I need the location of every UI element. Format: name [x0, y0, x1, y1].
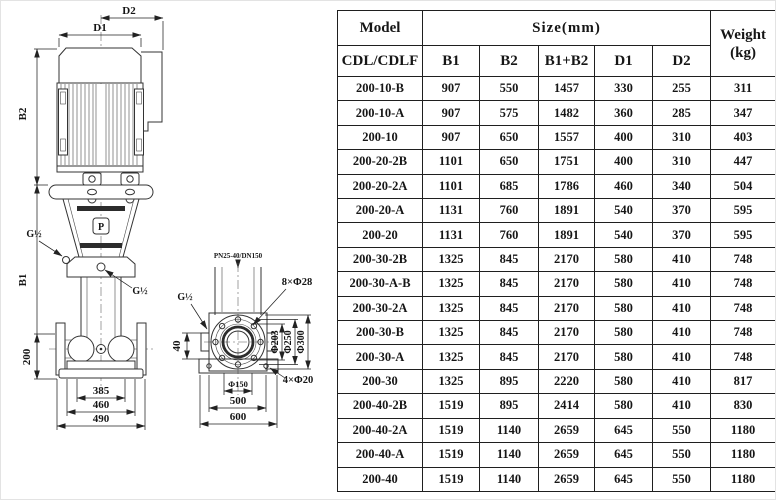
dimension-40 — [171, 333, 201, 359]
value-cell: 2659 — [539, 467, 595, 492]
model-series-header: CDL/CDLF — [338, 46, 423, 77]
port-callout-left — [26, 229, 62, 256]
value-cell: 1101 — [423, 150, 480, 174]
value-cell: 1519 — [423, 443, 480, 467]
model-cell: 200-40-A — [338, 443, 423, 467]
table-row — [338, 443, 776, 467]
weight-label: Weight — [720, 26, 766, 43]
table-row — [338, 467, 776, 492]
value-cell: 580 — [595, 247, 653, 271]
plan-port-callout — [177, 292, 207, 329]
anchor-holes-callout — [270, 368, 313, 386]
dim-label-d2: D2 — [122, 5, 136, 17]
value-cell: 370 — [653, 199, 711, 223]
model-cell: 200-30-B — [338, 321, 423, 345]
front-view — [17, 5, 163, 430]
value-cell: 460 — [595, 174, 653, 198]
value-cell: 1325 — [423, 272, 480, 296]
value-cell: 410 — [653, 296, 711, 320]
value-cell: 748 — [711, 247, 776, 271]
model-cell: 200-10 — [338, 125, 423, 149]
discharge-elbow — [108, 336, 134, 362]
size-header: Size(mm) — [423, 11, 711, 46]
motor-top-cap — [59, 48, 141, 83]
vent-port-left — [63, 257, 70, 264]
value-cell: 550 — [653, 467, 711, 492]
value-cell: 595 — [711, 199, 776, 223]
spec-table — [337, 10, 776, 492]
value-cell: 1482 — [539, 101, 595, 125]
col-header-d1: D1 — [595, 46, 653, 77]
value-cell: 370 — [653, 223, 711, 247]
pump-head — [63, 257, 136, 278]
dimension-b2-b1 — [17, 49, 57, 379]
col-header-b1: B1 — [423, 46, 480, 77]
suction-flange — [56, 323, 65, 375]
value-cell: 685 — [480, 174, 539, 198]
dim-label-150: Φ150 — [228, 379, 248, 389]
value-cell: 1131 — [423, 223, 480, 247]
dim-label-460: 460 — [92, 399, 110, 411]
value-cell: 650 — [480, 125, 539, 149]
value-cell: 748 — [711, 321, 776, 345]
value-cell: 1325 — [423, 321, 480, 345]
value-cell: 748 — [711, 272, 776, 296]
value-cell: 347 — [711, 101, 776, 125]
column-above-flange — [215, 267, 261, 315]
dim-label-250: Φ250 — [283, 330, 294, 354]
dim-label-600: 600 — [229, 411, 247, 423]
port-label-left: G½ — [26, 229, 42, 240]
value-cell: 2659 — [539, 443, 595, 467]
dim-label-b1: B1 — [17, 273, 29, 287]
model-cell: 200-10-B — [338, 77, 423, 101]
model-cell: 200-40-2A — [338, 418, 423, 442]
vent-port-center — [97, 263, 105, 271]
value-cell: 2170 — [539, 296, 595, 320]
plan-view — [171, 252, 313, 428]
value-cell: 817 — [711, 369, 776, 393]
dim-label-490: 490 — [92, 413, 110, 425]
value-cell: 1325 — [423, 296, 480, 320]
header-row-1 — [338, 11, 776, 46]
value-cell: 580 — [595, 321, 653, 345]
motor — [57, 48, 162, 185]
terminal-box — [141, 52, 162, 131]
model-cell: 200-30-2B — [338, 247, 423, 271]
value-cell: 907 — [423, 101, 480, 125]
value-cell: 447 — [711, 150, 776, 174]
value-cell: 2170 — [539, 272, 595, 296]
value-cell: 595 — [711, 223, 776, 247]
value-cell: 2659 — [539, 418, 595, 442]
model-cell: 200-20-2A — [338, 174, 423, 198]
value-cell: 895 — [480, 369, 539, 393]
value-cell: 410 — [653, 345, 711, 369]
value-cell: 580 — [595, 345, 653, 369]
value-cell: 540 — [595, 199, 653, 223]
motor-side-channel-left — [59, 89, 68, 155]
value-cell: 2220 — [539, 369, 595, 393]
motor-side-channel-right — [135, 89, 144, 155]
port-label-right: G½ — [132, 286, 148, 297]
value-cell: 1557 — [539, 125, 595, 149]
motor-bottom-flange — [57, 166, 143, 172]
model-cell: 200-30-A-B — [338, 272, 423, 296]
model-cell: 200-30-2A — [338, 296, 423, 320]
value-cell: 1325 — [423, 345, 480, 369]
value-cell: 1140 — [480, 443, 539, 467]
value-cell: 845 — [480, 321, 539, 345]
value-cell: 645 — [595, 443, 653, 467]
table-row — [338, 418, 776, 442]
bolt-holes-callout — [253, 277, 312, 325]
table-row — [338, 101, 776, 125]
value-cell: 645 — [595, 418, 653, 442]
table-row — [338, 272, 776, 296]
value-cell: 1180 — [711, 443, 776, 467]
table-row — [338, 150, 776, 174]
value-cell: 1519 — [423, 467, 480, 492]
value-cell: 310 — [653, 125, 711, 149]
value-cell: 410 — [653, 321, 711, 345]
value-cell: 645 — [595, 467, 653, 492]
dim-label-b2: B2 — [17, 107, 29, 121]
dim-label-500: 500 — [229, 395, 247, 407]
table-row — [338, 345, 776, 369]
value-cell: 1131 — [423, 199, 480, 223]
table-row — [338, 77, 776, 101]
model-cell: 200-30 — [338, 369, 423, 393]
value-cell: 2170 — [539, 345, 595, 369]
stool-flange-plate — [49, 185, 153, 199]
value-cell: 650 — [480, 150, 539, 174]
value-cell: 2170 — [539, 321, 595, 345]
coupling-guard-slot-upper — [77, 206, 125, 211]
value-cell: 1457 — [539, 77, 595, 101]
value-cell: 255 — [653, 77, 711, 101]
anchor-holes-label: 4×Φ20 — [282, 375, 314, 386]
value-cell: 2170 — [539, 247, 595, 271]
value-cell: 1519 — [423, 418, 480, 442]
motor-center-band — [95, 84, 107, 165]
value-cell: 1101 — [423, 174, 480, 198]
weight-unit: (kg) — [730, 44, 756, 61]
dimension-150 — [224, 373, 252, 395]
discharge-flange — [137, 323, 146, 375]
value-cell: 1180 — [711, 418, 776, 442]
value-cell: 340 — [653, 174, 711, 198]
value-cell: 907 — [423, 77, 480, 101]
model-cell: 200-20-2B — [338, 150, 423, 174]
motor-stool — [49, 185, 153, 257]
value-cell: 410 — [653, 272, 711, 296]
value-cell: 845 — [480, 272, 539, 296]
dim-label-300: Φ300 — [296, 330, 307, 354]
dim-label-d1: D1 — [93, 22, 107, 34]
value-cell: 285 — [653, 101, 711, 125]
value-cell: 580 — [595, 394, 653, 418]
dimension-d2 — [101, 5, 163, 50]
table-row — [338, 223, 776, 247]
dim-label-200: 200 — [21, 348, 33, 366]
table-row — [338, 296, 776, 320]
table-row — [338, 247, 776, 271]
model-cell: 200-20 — [338, 223, 423, 247]
value-cell: 830 — [711, 394, 776, 418]
value-cell: 748 — [711, 345, 776, 369]
value-cell: 400 — [595, 150, 653, 174]
col-header-d2: D2 — [653, 46, 711, 77]
table-row — [338, 199, 776, 223]
plan-port-label: G½ — [177, 292, 193, 303]
value-cell: 1140 — [480, 418, 539, 442]
pump-technical-drawing — [1, 1, 341, 500]
value-cell: 1786 — [539, 174, 595, 198]
value-cell: 1751 — [539, 150, 595, 174]
value-cell: 540 — [595, 223, 653, 247]
value-cell: 760 — [480, 223, 539, 247]
model-cell: 200-30-A — [338, 345, 423, 369]
value-cell: 410 — [653, 247, 711, 271]
dimension-d1 — [59, 22, 141, 47]
dim-label-203: Φ203 — [270, 330, 281, 354]
brand-logo-letter: P — [97, 222, 105, 233]
value-cell: 504 — [711, 174, 776, 198]
value-cell: 310 — [653, 150, 711, 174]
value-cell: 1519 — [423, 394, 480, 418]
dimension-base-widths — [57, 379, 145, 430]
value-cell: 400 — [595, 125, 653, 149]
value-cell: 1325 — [423, 247, 480, 271]
value-cell: 550 — [480, 77, 539, 101]
dim-label-40: 40 — [171, 340, 183, 352]
value-cell: 580 — [595, 296, 653, 320]
value-cell: 1140 — [480, 467, 539, 492]
value-cell: 748 — [711, 296, 776, 320]
table-row — [338, 174, 776, 198]
weight-header — [711, 11, 776, 77]
suction-elbow — [68, 336, 94, 362]
value-cell: 1891 — [539, 223, 595, 247]
col-header-b1b2: B1+B2 — [539, 46, 595, 77]
header-row-2 — [338, 46, 776, 77]
motor-foot-right — [121, 173, 139, 185]
value-cell: 907 — [423, 125, 480, 149]
table-row — [338, 369, 776, 393]
value-cell: 330 — [595, 77, 653, 101]
model-header: Model — [338, 11, 423, 46]
value-cell: 845 — [480, 247, 539, 271]
value-cell: 580 — [595, 272, 653, 296]
col-header-b2: B2 — [480, 46, 539, 77]
flange-spec-label: PN25-40/DN150 — [213, 252, 263, 260]
value-cell: 760 — [480, 199, 539, 223]
value-cell: 2414 — [539, 394, 595, 418]
model-cell: 200-20-A — [338, 199, 423, 223]
value-cell: 1891 — [539, 199, 595, 223]
value-cell: 845 — [480, 296, 539, 320]
motor-foot-left — [83, 173, 101, 185]
model-cell: 200-40-2B — [338, 394, 423, 418]
value-cell: 360 — [595, 101, 653, 125]
table-row — [338, 125, 776, 149]
dim-label-385: 385 — [92, 385, 110, 397]
value-cell: 575 — [480, 101, 539, 125]
bolt-holes-label: 8×Φ28 — [281, 277, 313, 288]
value-cell: 403 — [711, 125, 776, 149]
value-cell: 550 — [653, 418, 711, 442]
value-cell: 845 — [480, 345, 539, 369]
value-cell: 1180 — [711, 467, 776, 492]
table-row — [338, 394, 776, 418]
value-cell: 550 — [653, 443, 711, 467]
value-cell: 410 — [653, 369, 711, 393]
model-cell: 200-10-A — [338, 101, 423, 125]
value-cell: 311 — [711, 77, 776, 101]
value-cell: 895 — [480, 394, 539, 418]
pump-base — [59, 361, 143, 378]
model-cell: 200-40 — [338, 467, 423, 492]
value-cell: 410 — [653, 394, 711, 418]
table-row — [338, 321, 776, 345]
value-cell: 580 — [595, 369, 653, 393]
coupling-guard-slot-lower — [80, 243, 122, 248]
value-cell: 1325 — [423, 369, 480, 393]
